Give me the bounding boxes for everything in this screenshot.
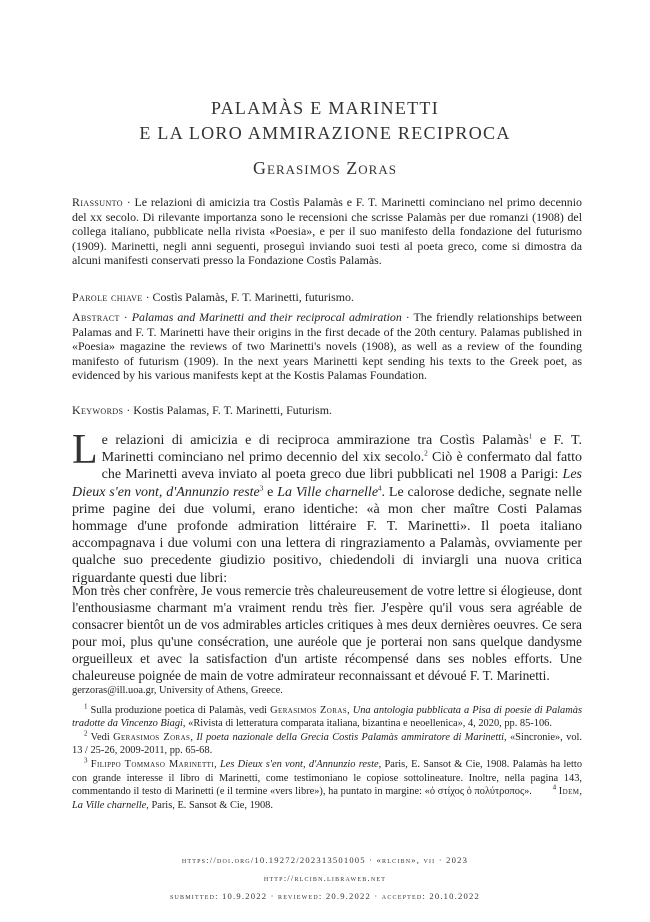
book-title-2: La Ville charnelle bbox=[277, 484, 379, 500]
body-text-b: e F. T. Marinetti cominciano nel primo decennio del xix secolo. bbox=[101, 433, 582, 466]
abstract-title: Palamas and Marinetti and their reciprocal admiration bbox=[131, 310, 402, 324]
drop-cap: L bbox=[72, 427, 98, 473]
article-title-line-2: E LA LORO AMMIRAZIONE RECIPROCA bbox=[139, 123, 511, 143]
footer-dates: submitted: 10.9.2022 · reviewed: 20.9.2022 · accepted: 20.10.2022 bbox=[169, 891, 480, 901]
footnote-ref-2[interactable]: 2 bbox=[424, 449, 428, 458]
footnote-2: $^2$ Vedi Gerasimos Zoras, Il poeta nazionale della Grecia Costìs Palamàs ammiratore di Marinetti, «Sincronie», vol. 13 / 25-26, 2009-2011, pp. 65-68. bbox=[72, 729, 582, 757]
footnote-ref-1[interactable]: 1 bbox=[528, 432, 533, 441]
block-quote: Mon très cher confrère, Je vous remercie très chaleureusement de votre lettre si élogieuse, dont l'enthousiasme charmant m'a vraiment rendu très fier. J'espère qu'il vous sera agréable de consacrer bientôt un de vos admirables articles critiques à mes deux dernières oeuvres. Ce sera pour moi, plus qu'une consécration, une auréole que je porterai non sans quelque dandysme orgueilleux et avec la satisfaction d'un artiste récompensé dans ses nobles efforts. Une chaleureuse poignée de main de votre admirateur reconnaissant et dévoué F. T. Marinetti. bbox=[72, 583, 582, 683]
parole-chiave-label: Parole chiave bbox=[72, 290, 143, 304]
body-text-c: Ciò è confermato dal fatto che Marinetti aveva inviato al poeta greco due libri pubblicati nel 1908 a Parigi: bbox=[101, 450, 582, 483]
author-name: Gerasimos Zoras bbox=[253, 158, 397, 178]
footnote-3: $^3$ Filippo Tommaso Marinetti, Les Dieux s'en vont, d'Annunzio reste, Paris, E. Sansot & Cie, 1908. Palamàs ha letto con grande interesse il libro di Marinetti, come testimoniano le copiose sottolineature. Inoltre, nella pagina 143, commentando il testo di Marinetti (e il termine «vers libre»), ha puntato in margine: «ὁ στίχος ὁ πολύτροπος». $^4$ Idem, La Ville charnelle, Paris, E. Sansot & Cie, 1908. bbox=[72, 756, 583, 811]
riassunto-paragraph bbox=[72, 195, 582, 268]
article-title-line-1: PALAMÀS E MARINETTI bbox=[210, 98, 440, 118]
footnote-1: $^1$ Sulla produzione poetica di Palamàs, vedi Gerasimos Zoras, Una antologia pubblicata a Pisa di poesie di Palamàs tradotte da Vincenzo Biagi, «Rivista di letteratura comparata italiana, bizantina e neoellenica», 4, 2020, pp. 85-106. bbox=[72, 702, 582, 730]
footnote-ref-4[interactable]: 4 bbox=[378, 483, 382, 492]
riassunto-text: · Le relazioni di amicizia tra Costìs Palamàs e F. T. Marinetti cominciano nel primo decennio del xx secolo. Di rilevante importanza sono le recensioni che scrisse Palamàs per due romanzi (1908) del collega italiano, pubblicate nella rivista «Poesia», e per il suo manifesto della fondazione del futurismo (1909). Marinetti, negli anni seguenti, proseguì inviando suoi testi al poeta greco, come si dimostra da alcuni manifesti conservati presso la Fondazione Costìs Palamàs. bbox=[72, 195, 582, 268]
abstract-label: Abstract bbox=[72, 310, 120, 324]
keywords-paragraph bbox=[72, 403, 582, 418]
abstract-text: · The friendly relationships between Palamas and F. T. Marinetti have their origins in the first decade of the 20th century. Palamas published in «Poesia» magazine the reviews of two Marinetti's novels (1908), as well as a review of the founding manifesto of futurism (1909). In the next years Marinetti kept sending his texts to the Greek poet, as evidenced by his various manifests kept at the Kostis Palamas Foundation. bbox=[72, 310, 582, 383]
book-title-1: Les Dieux s'en vont, d'Annunzio reste bbox=[72, 467, 582, 500]
author-email: gerzoras@ill.uoa.gr, University of Athens, Greece. bbox=[72, 685, 283, 696]
abstract-paragraph: Abstract · Palamas and Marinetti and their reciprocal admiration · The friendly relationships between Palamas and F. T. Marinetti have their origins in the first decade of the 20th century. Palamas published in «Poesia» magazine the reviews of two Marinetti's novels (1908), as well as a review of the founding manifesto of futurism (1909). In the next years Marinetti kept sending his texts to the Greek poet, as evidenced by his various manifests kept at the Kostis Palamas Foundation. bbox=[72, 310, 582, 383]
body-text-a: e relazioni di amicizia e di reciproca ammirazione tra Costìs Palamàs bbox=[101, 433, 529, 448]
parole-chiave-paragraph bbox=[72, 290, 582, 305]
footer-doi[interactable]: https://doi.org/10.19272/202313501005 · «rlcibn», vii · 2023 bbox=[181, 855, 469, 865]
keywords-text: · Kostis Palamas, F. T. Marinetti, Futurism. bbox=[123, 403, 333, 417]
footer-url[interactable]: http://rlcibn.libraweb.net bbox=[263, 873, 387, 883]
riassunto-label: Riassunto bbox=[72, 195, 123, 209]
footnote-4: $^4$ Idem, La Ville charnelle, Paris, E. Sansot & Cie, 1908. bbox=[72, 783, 582, 811]
body-paragraph bbox=[72, 427, 583, 587]
body-text-d: e bbox=[263, 484, 278, 500]
title-block bbox=[0, 96, 650, 179]
parole-chiave-text: · Costìs Palamàs, F. T. Marinetti, futurismo. bbox=[142, 290, 354, 304]
footnote-ref-3[interactable]: 3 bbox=[259, 483, 264, 492]
keywords-label: Keywords bbox=[72, 403, 124, 417]
footnotes bbox=[72, 684, 582, 812]
body-text-e: . Le calorose dediche, segnate nelle prime pagine dei due volumi, erano identiche: «à mon cher maître Costi Palamas hommage d'une profonde admiration littéraire F. T. Marinetti». Il poeta italiano accompagnava i due volumi con una lettera di ringraziamento a Palamàs, ovviamente per qualche suo precedente giudizio positivo, chiedendoli di inviargli una nuova critica riguardante questi due libri: bbox=[72, 484, 583, 586]
